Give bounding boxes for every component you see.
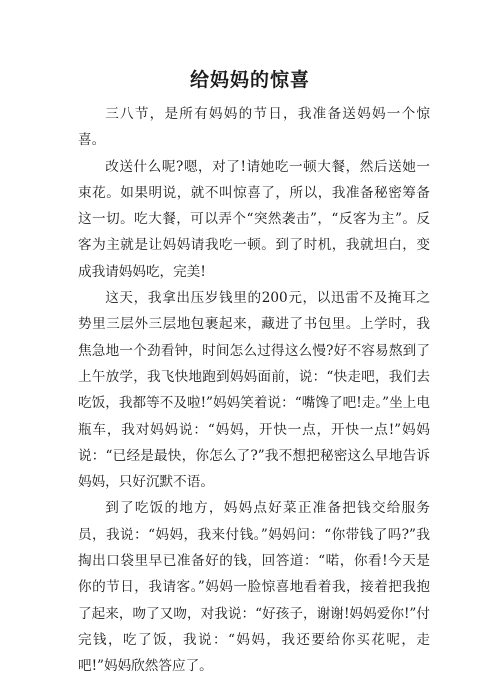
paragraph-4: 到了吃饭的地方，妈妈点好菜正准备把钱交给服务员，我说：“妈妈，我来付钱。”妈妈问：“你带钱了吗?”我掏出口袋里早已准备好的钱，回答道：“喏，你看!今天是你的节日，我请客。”妈妈一脸惊喜地看着我，接着把我抱了起来，吻了又吻，对我说：“好孩子，谢谢!妈妈爱你!”付完钱，吃了饭，我说：“妈妈，我还要给你买花呢，走吧!”妈妈欣然答应了。 [78,500,430,675]
paragraph-2: 改送什么呢?嗯，对了!请她吃一顿大餐，然后送她一束花。如果明说，就不叫惊喜了，所以，我准备秘密筹备这一切。吃大餐，可以弄个“突然袭击”，“反客为主”。反客为主就是让妈妈请我吃一顿。到了时机，我就坦白，变成我请妈妈吃，完美! [78,158,430,280]
paragraph-1: 三八节，是所有妈妈的节日，我准备送妈妈一个惊喜。 [78,106,430,149]
paragraph-3: 这天，我拿出压岁钱里的200元，以迅雷不及掩耳之势里三层外三层地包裹起来，藏进了书包里。上学时，我焦急地一个劲看钟，时间怎么过得这么慢?好不容易熬到了上午放学，我飞快地跑到妈妈面前，说：“快走吧，我们去吃饭，我都等不及啦!”妈妈笑着说：“嘴馋了吧!走。”坐上电瓶车，我对妈妈说：“妈妈，开快一点，开快一点!”妈妈说：“已经是最快，你怎么了?”我不想把秘密这么早地告诉妈妈，只好沉默不语。 [78,290,430,491]
document-body [78,101,430,680]
document-title: 给妈妈的惊喜 [189,69,310,91]
